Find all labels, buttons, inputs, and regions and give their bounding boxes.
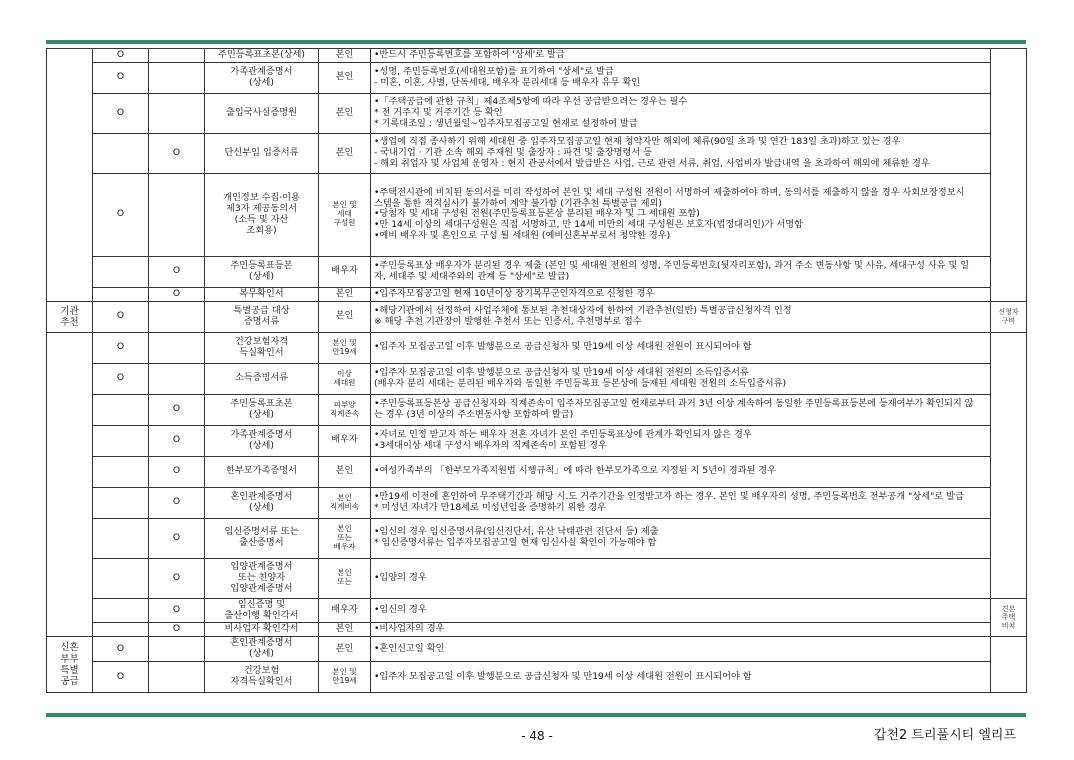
- optional-mark: O: [149, 487, 205, 518]
- optional-mark: [149, 301, 205, 332]
- document-name: 비사업자 확인각서: [205, 623, 319, 637]
- description-line: •예비 배우자 및 혼인으로 구성 될 세대원 (예비신혼부부로서 청약한 경우): [374, 230, 671, 242]
- table-row: [47, 558, 1027, 598]
- required-mark: [93, 287, 149, 301]
- note-cell: [991, 637, 1027, 693]
- description-cell: [371, 287, 991, 301]
- table-row: [47, 173, 1027, 256]
- description-line: •혼인신고일 확인: [374, 642, 445, 654]
- description-cell: [371, 256, 991, 287]
- description-cell: [371, 456, 991, 487]
- document-name: 출입국사실증명원: [205, 93, 319, 133]
- submitter: 본인: [319, 637, 371, 662]
- description-line: * 기록대조일 : 생년월일~입주자모집공고일 현재로 설정하여 발급: [374, 117, 638, 129]
- description-line: •입주자 모집공고일 이후 발행분으로 공급신청자 및 만19세 이상 세대원 전원이 표시되어야 함: [374, 670, 752, 682]
- table-row: [47, 301, 1027, 332]
- description-cell: [371, 62, 991, 93]
- description-cell: [371, 518, 991, 558]
- description-cell: [371, 301, 991, 332]
- optional-mark: [149, 93, 205, 133]
- document-name: 가족관계증명서 (상세): [205, 62, 319, 93]
- table-row: [47, 62, 1027, 93]
- description-line: •여성가족부의 「한부모가족지원법 시행규칙」에 따라 한부모가족으로 지정된 지 5년이 경과된 경우: [374, 465, 777, 477]
- description-line: 자, 세대주 및 세대주와의 관계 등 "상세"로 발급): [374, 270, 570, 282]
- document-name: 소득증빙서류: [205, 363, 319, 394]
- description-line: •임신의 경우 임신증명서류(임신진단서, 유산 낙태관련 진단서 등) 제출: [374, 526, 659, 538]
- required-mark: [93, 425, 149, 456]
- description-cell: [371, 637, 991, 662]
- description-cell: [371, 49, 991, 63]
- document-name: 단신부임 입증서류: [205, 133, 319, 173]
- table-row: [47, 363, 1027, 394]
- required-mark: [93, 133, 149, 173]
- required-mark: O: [93, 637, 149, 662]
- description-line: * 전 거주지 및 거주기간 등 확인: [374, 106, 503, 118]
- required-mark: O: [93, 301, 149, 332]
- submitter: 본인 또는: [319, 558, 371, 598]
- required-mark: O: [93, 363, 149, 394]
- optional-mark: O: [149, 133, 205, 173]
- required-mark: O: [93, 62, 149, 93]
- document-name: 주민등록표초본(상세): [205, 49, 319, 63]
- description-line: •입주자모집공고일 현재 10년이상 장기복무군인자격으로 신청한 경우: [374, 287, 655, 299]
- description-line: 스템을 통한 적격심사가 불가하여 계약 불가함 (기관추천 특별공급 제외): [374, 197, 662, 209]
- submitter: 본인 및 세대 구성원: [319, 173, 371, 256]
- bottom-rule: [46, 713, 1026, 717]
- submitter: 본인: [319, 301, 371, 332]
- required-mark: [93, 487, 149, 518]
- description-line: •입양의 경우: [374, 571, 427, 583]
- required-mark: [93, 623, 149, 637]
- submitter: 본인: [319, 93, 371, 133]
- description-line: •만19세 이전에 혼인하여 무주택기간과 해당 시.도 거주기간을 인정받고자 하는 경우. 본인 및 배우자의 성명, 주민등록번호 전부공개 "상세"로 발급: [374, 490, 964, 502]
- table-row: [47, 256, 1027, 287]
- submitter: 본인 직계비속: [319, 487, 371, 518]
- description-line: •주민등록표상 배우자가 분리된 경우 제출 (본인 및 세대원 전원의 성명, 주민등록번호(뒷자리포함), 과거 주소 변동사항 및 사유, 세대구성 사유 및 일: [374, 260, 970, 271]
- description-line: •비사업자의 경우: [374, 623, 445, 635]
- optional-mark: [149, 637, 205, 662]
- submitter: 본인: [319, 456, 371, 487]
- table-row: [47, 662, 1027, 693]
- description-cell: [371, 425, 991, 456]
- submitter: 피부양 직계존속: [319, 394, 371, 425]
- required-mark: O: [93, 662, 149, 693]
- table-row: [47, 133, 1027, 173]
- description-line: - 미혼, 이혼, 사별, 단독세대, 배우자 분리세대 등 배우자 유무 확인: [374, 76, 641, 88]
- optional-mark: O: [149, 598, 205, 623]
- submitter: 본인: [319, 287, 371, 301]
- description-cell: [371, 598, 991, 623]
- table-row: [47, 425, 1027, 456]
- document-name: 건강보험 자격득실확인서: [205, 662, 319, 693]
- description-line: •자녀로 인정 받고자 하는 배우자 전혼 자녀가 본인 주민등록표상에 관계가 확인되지 않은 경우: [374, 428, 752, 440]
- document-name: 주민등록표등본 (상세): [205, 256, 319, 287]
- description-cell: [371, 93, 991, 133]
- document-name: 건강보험자격 득실확인서: [205, 332, 319, 363]
- description-line: •주택전시관에 비치된 동의서를 미리 작성하여 본인 및 세대 구성원 전원이 서명하여 제출하여야 하며, 동의서를 제출하지 않을 경우 사회보장정보시: [374, 186, 965, 198]
- required-mark: O: [93, 93, 149, 133]
- description-line: * 미성년 자녀가 만18세로 미성년임을 증명하기 위한 경우: [374, 501, 606, 513]
- note-cell: [991, 49, 1027, 302]
- description-line: •생업에 직접 종사하기 위해 세대원 중 입주자모집공고일 현재 청약자만 해외에 체류(90일 초과 및 연간 183일 초과)하고 있는 경우: [374, 136, 901, 148]
- required-mark: [93, 394, 149, 425]
- description-line: •성명, 주민등록번호(세대원포함)를 표기하여 "상세"로 발급: [374, 66, 614, 77]
- document-name: 혼인관계증명서 (상세): [205, 637, 319, 662]
- description-line: ※ 해당 추천 기관장이 발행한 추천서 또는 인증서, 추천명부로 접수: [374, 315, 642, 327]
- category-cell: [47, 49, 93, 302]
- required-mark: O: [93, 49, 149, 63]
- optional-mark: O: [149, 456, 205, 487]
- category-cell: 기관 추천: [47, 301, 93, 332]
- description-line: - 해외 취업자 및 사업체 운영자 : 현지 관공서에서 발급받은 사업, 근로 관련 서류, 취업, 사업비자 발급내역 을 초과하여 해외에 체류한 경우: [374, 157, 930, 169]
- description-line: •해당기관에서 선정하여 사업주체에 통보된 추천대상자에 한하여 기관추천(일반) 특별공급신청자격 인정: [374, 304, 792, 316]
- description-line: •입주자 모집공고일 이후 발행분으로 공급신청자 및 만19세 이상 세대원 전원의 소득입증서류: [374, 366, 749, 378]
- document-name: 주민등록표초본 (상세): [205, 394, 319, 425]
- description-line: •만 14세 이상의 세대구성원은 직접 서명하고, 만 14세 미만의 세대 구성원은 보호자(법정대리인)가 서명함: [374, 219, 803, 231]
- table-row: [47, 487, 1027, 518]
- document-name: 개인정보 수집·이용 제3자 제공동의서 (소득 및 자산 조회용): [205, 173, 319, 256]
- required-mark: [93, 598, 149, 623]
- description-line: 는 경우 (3년 이상의 주소변동사항 포함하여 발급): [374, 408, 574, 420]
- description-line: (배우자 분리 세대는 분리된 배우자와 동일한 주민등록표 등본상에 등재된 세대원 전원의 소득입증서류): [374, 377, 787, 389]
- document-name: 혼인관계증명서 (상세): [205, 487, 319, 518]
- category-cell: 신혼 부부 특별 공급: [47, 637, 93, 693]
- required-mark: [93, 518, 149, 558]
- required-mark: O: [93, 332, 149, 363]
- table-row: [47, 49, 1027, 63]
- required-mark: [93, 456, 149, 487]
- description-cell: [371, 394, 991, 425]
- description-line: - 국내기업 · 기관 소속 해외 주재원 및 출장자 : 파견 및 출장명령서 등: [374, 146, 653, 158]
- optional-mark: O: [149, 287, 205, 301]
- optional-mark: O: [149, 394, 205, 425]
- table-row: [47, 287, 1027, 301]
- submitter: 본인: [319, 623, 371, 637]
- description-cell: [371, 363, 991, 394]
- submitter: 이상 세대원: [319, 363, 371, 394]
- note-cell: [991, 332, 1027, 598]
- description-line: •주민등록표등본상 공급신청자와 직계존속이 입주자모집공고일 현재로부터 과거 3년 이상 계속하여 동일한 주민등록표등본에 등재여부가 확인되지 않: [374, 397, 974, 409]
- required-mark: O: [93, 173, 149, 256]
- optional-mark: O: [149, 425, 205, 456]
- table-row: [47, 637, 1027, 662]
- table-row: [47, 456, 1027, 487]
- optional-mark: O: [149, 256, 205, 287]
- note-cell: 신청자 구비: [991, 301, 1027, 332]
- optional-mark: O: [149, 518, 205, 558]
- description-cell: [371, 487, 991, 518]
- description-line: * 임신증명서류는 입주자모집공고일 현재 임신사실 확인이 가능해야 함: [374, 537, 657, 549]
- document-name: 입양관계증명서 또는 친양자 입양관계증명서: [205, 558, 319, 598]
- optional-mark: [149, 363, 205, 394]
- submitter: 본인 및 만19세: [319, 332, 371, 363]
- table-row: [47, 394, 1027, 425]
- description-line: •반드시 주민등록번호를 포함하여 '상세'로 발급: [374, 49, 565, 60]
- description-cell: [371, 558, 991, 598]
- submitter: 배우자: [319, 256, 371, 287]
- table-row: [47, 518, 1027, 558]
- required-mark: [93, 256, 149, 287]
- description-cell: [371, 173, 991, 256]
- description-line: •3세대이상 세대 구성시 배우자의 직계존속이 포함된 경우: [374, 439, 607, 451]
- description-cell: [371, 133, 991, 173]
- optional-mark: [149, 173, 205, 256]
- page-number: - 48 -: [521, 729, 553, 743]
- optional-mark: O: [149, 558, 205, 598]
- description-line: •당첨자 및 세대 구성원 전원(주민등록표등본상 분리된 배우자 및 그 세대원 포함): [374, 208, 700, 220]
- submitter: 본인 및 만19세: [319, 662, 371, 693]
- table-row: [47, 93, 1027, 133]
- table-row: [47, 623, 1027, 637]
- category-cell: [47, 332, 93, 637]
- optional-mark: [149, 332, 205, 363]
- optional-mark: [149, 49, 205, 63]
- note-cell: 견본 주택 비치: [991, 598, 1027, 637]
- description-cell: [371, 662, 991, 693]
- document-name: 임신증명서류 또는 출산증명서: [205, 518, 319, 558]
- description-cell: [371, 332, 991, 363]
- description-line: •임신의 경우: [374, 604, 427, 616]
- description-cell: [371, 623, 991, 637]
- document-name: 복무확인서: [205, 287, 319, 301]
- optional-mark: [149, 662, 205, 693]
- table-row: [47, 332, 1027, 363]
- document-name: 임신증명 및 출산이행 확인각서: [205, 598, 319, 623]
- submitter: 배우자: [319, 598, 371, 623]
- document-name: 한부모가족증명서: [205, 456, 319, 487]
- required-mark: [93, 558, 149, 598]
- document-name: 가족관계증명서 (상세): [205, 425, 319, 456]
- description-line: •「주택공급에 관한 규칙」제4조제5항에 따라 우선 공급받으려는 경우는 필수: [374, 96, 688, 108]
- submitter: 본인: [319, 62, 371, 93]
- footer-brand: 갑천2 트리풀시티 엘리프: [873, 728, 1016, 743]
- document-name: 특별공급 대상 증명서류: [205, 301, 319, 332]
- submitter: 본인: [319, 133, 371, 173]
- optional-mark: [149, 62, 205, 93]
- optional-mark: O: [149, 623, 205, 637]
- table-row: [47, 598, 1027, 623]
- top-rule: [46, 40, 1026, 44]
- description-line: •입주자 모집공고일 이후 발행분으로 공급신청자 및 만19세 이상 세대원 전원이 표시되어야 함: [374, 341, 752, 353]
- submitter: 본인: [319, 49, 371, 63]
- document-table: [46, 48, 1027, 693]
- submitter: 본인 또는 배우자: [319, 518, 371, 558]
- submitter: 배우자: [319, 425, 371, 456]
